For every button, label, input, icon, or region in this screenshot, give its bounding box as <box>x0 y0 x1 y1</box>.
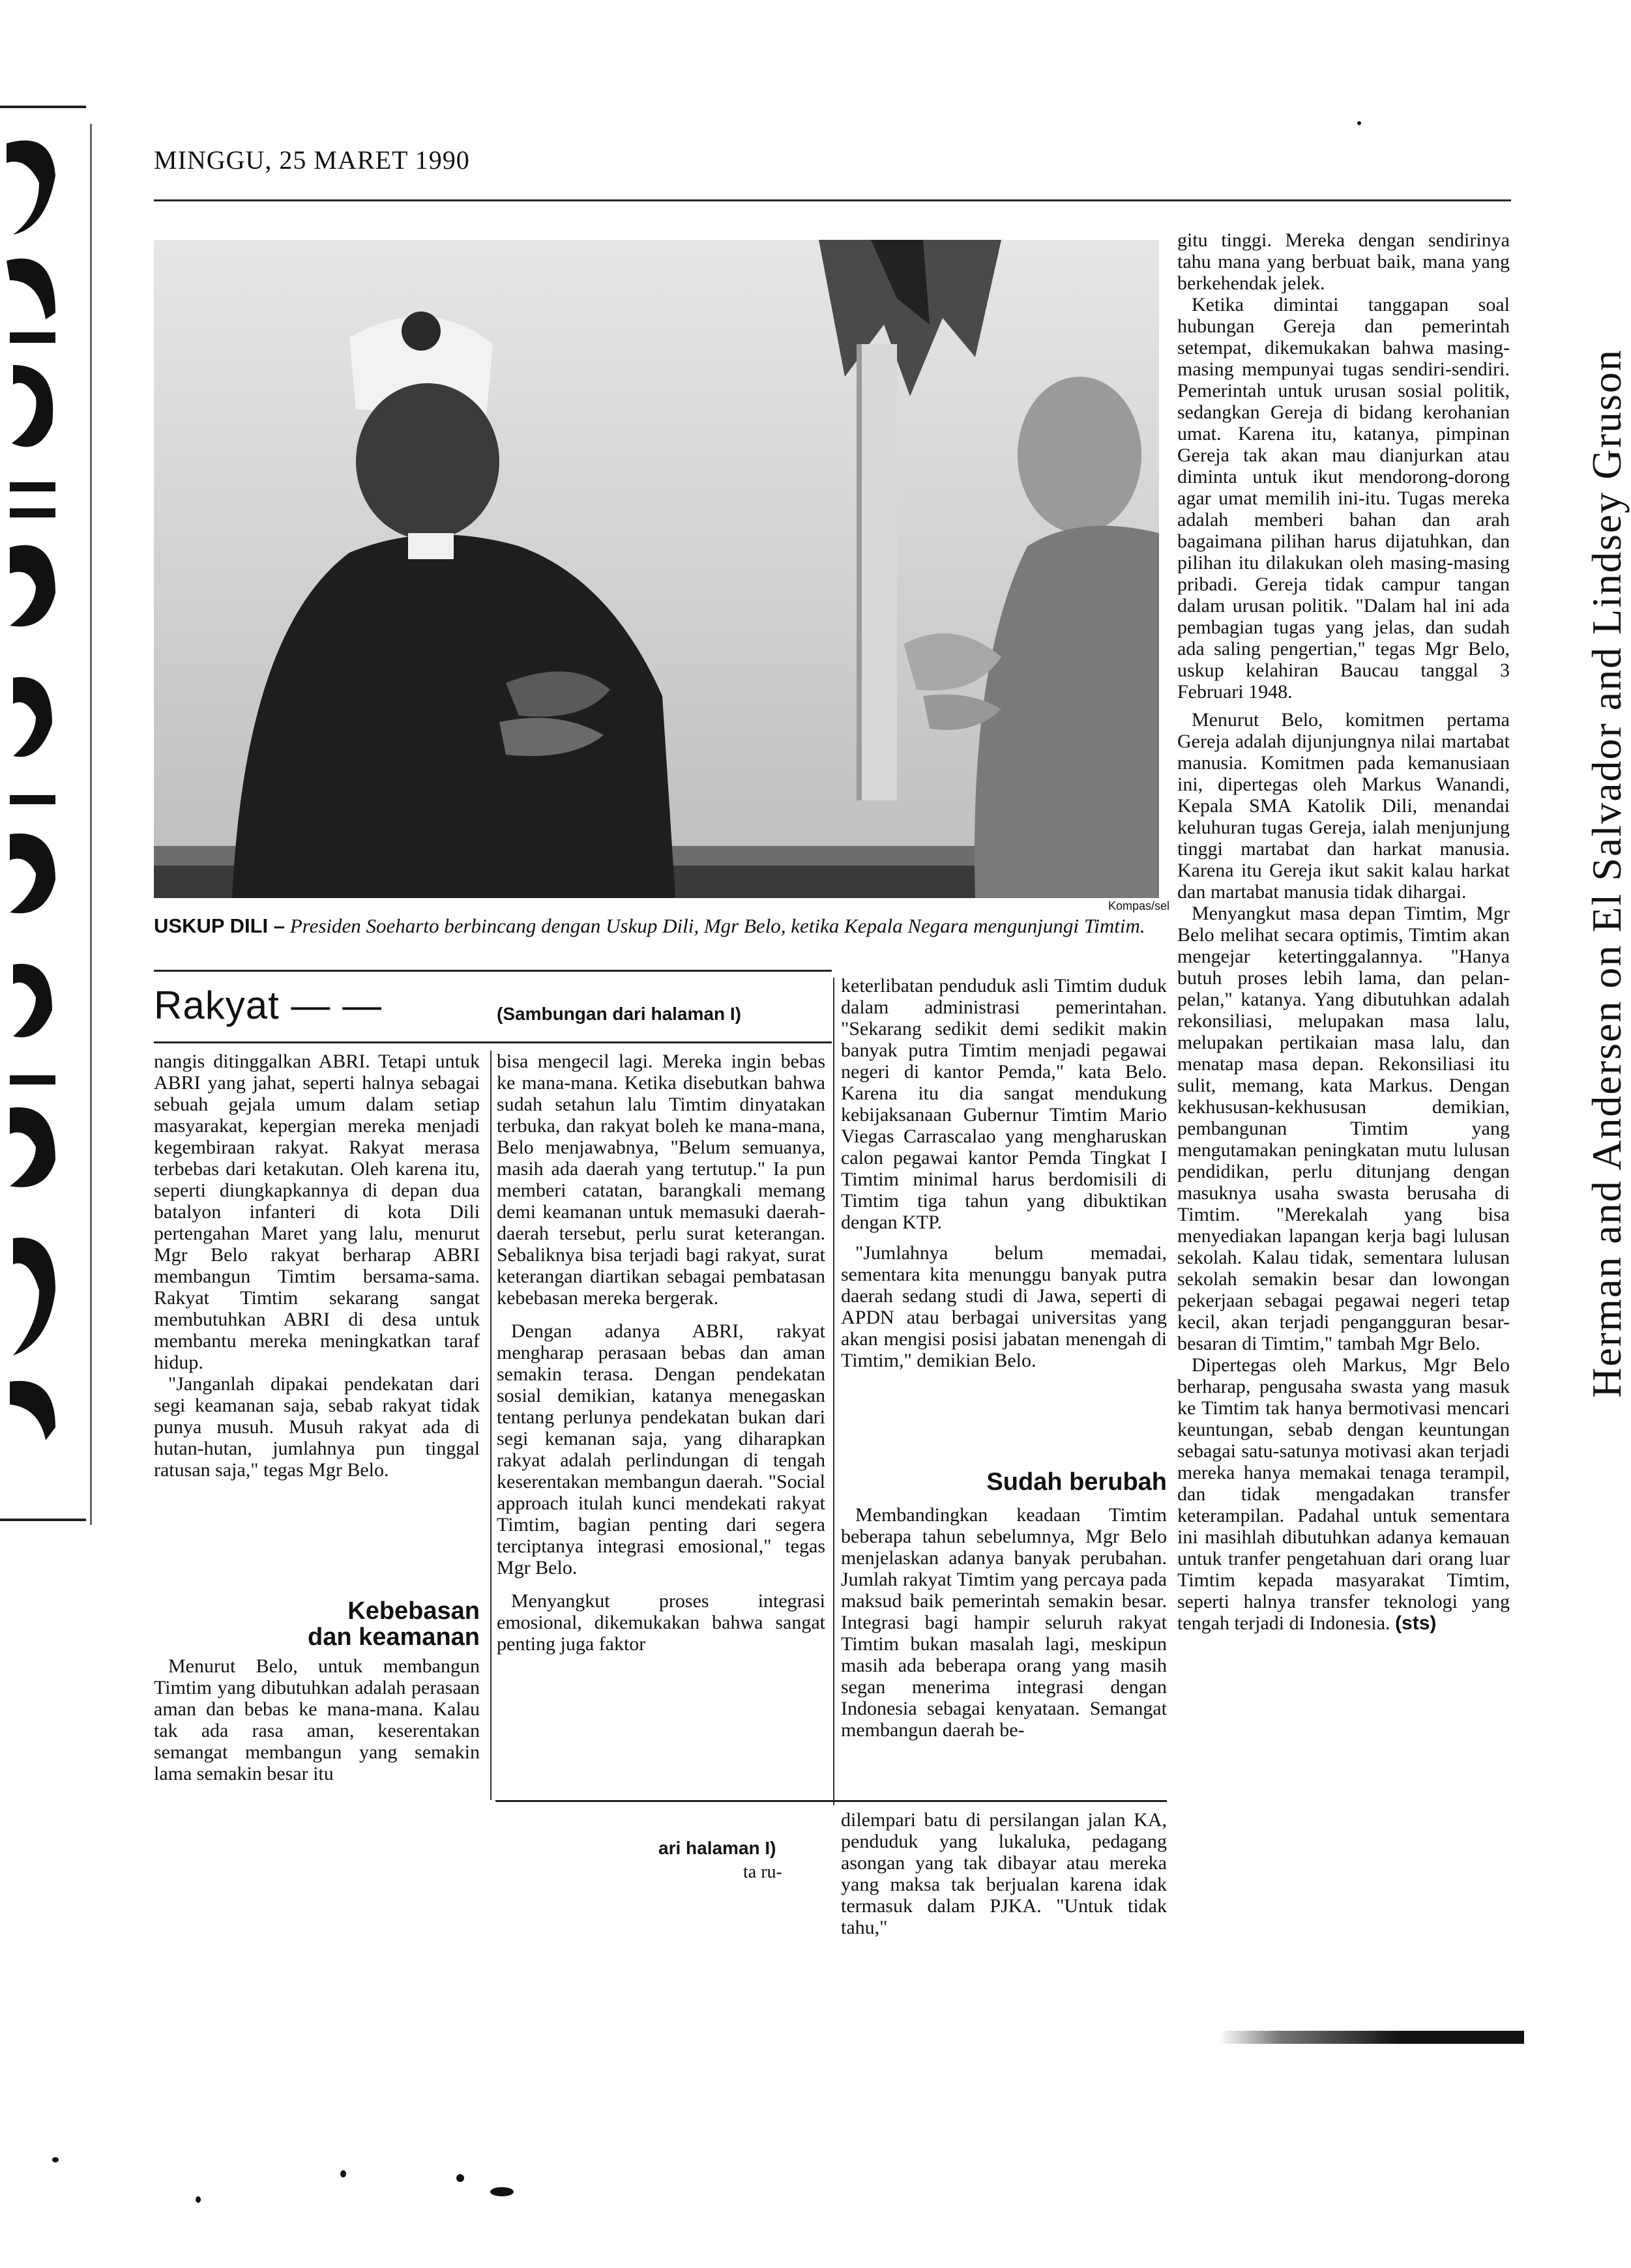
column-rule <box>490 1051 492 1800</box>
paragraph: dilempari batu di persilangan jalan KA, penduduk yang lukaluka, pedagang asongan yang tak dibayar atau mereka yang maksa tak berjualan karena idak termasuk dalam PJKA. "Untuk tidak tahu," <box>841 1809 1167 1938</box>
continued-from: (Sambungan dari halaman I) <box>497 1004 741 1024</box>
subhead-kebebasan <box>154 1598 480 1650</box>
speck <box>340 2170 346 2177</box>
masthead-rule-bottom <box>0 1519 86 1521</box>
news-photo <box>154 240 1159 898</box>
side-byline-text: Herman and Andersen on El Salvador and Lindsey Gruson <box>1583 349 1630 1398</box>
article-headline: Rakyat — — <box>154 983 383 1027</box>
end-bar <box>1219 2031 1524 2044</box>
paragraph: bisa mengecil lagi. Mereka ingin bebas ke mana-mana. Ketika disebutkan bahwa sudah setahun lalu Timtim dinyatakan terbuka, dan rakyat boleh ke mana-mana, Belo menjawabnya, "Belum semuanya, masih ada daerah yang tertutup." Ia pun memberi catatan, barangkali memang demi keamanan untuk memasuki daerah-daerah tersebut, perlu surat keterangan. Sebaliknya bisa terjadi bagi rakyat, surat keterangan diartikan sebagai pembatasan kebebasan mereka bergerak. <box>497 1051 825 1309</box>
header-rule <box>154 199 1511 201</box>
photo-credit: Kompas/sel <box>1108 899 1170 912</box>
paragraph: Membandingkan keadaan Timtim beberapa tahun sebelumnya, Mgr Belo menjelaskan adanya banyak perubahan. Jumlah rakyat Timtim yang percaya pada maksud baik pemerintah semakin besar. Integrasi bagi hampir seluruh rakyat Timtim bukan masalah lagi, meskipun masih ada beberapa orang yang masih segan menerima integrasi dengan Indonesia sebagai kenyataan. Semangat membangun daerah be- <box>841 1504 1167 1741</box>
speck <box>196 2196 201 2203</box>
subhead-sudah-berubah: Sudah berubah <box>986 1468 1167 1496</box>
caption-label: USKUP DILI – <box>154 914 285 937</box>
subhead-line: Kebebasan <box>347 1597 480 1625</box>
article-column-1b <box>154 1655 480 1784</box>
jump-label: ari halaman I) <box>658 1838 776 1858</box>
issue-date: MINGGU, 25 MARET 1990 <box>154 145 470 175</box>
paragraph: gitu tinggi. Mereka dengan sendirinya tahu mana yang berbuat baik, mana yang berkehendak jelek. <box>1177 229 1510 294</box>
masthead-fragment <box>0 117 72 1460</box>
column-rule <box>833 978 834 1805</box>
article-column-2 <box>497 1051 825 1655</box>
headline-rule-top <box>154 970 832 972</box>
fragment-column <box>841 1809 1167 1938</box>
page-gutter-line <box>90 124 92 1525</box>
paragraph: keterlibatan penduduk asli Timtim duduk dalam administrasi pemerintahan. "Sekarang sedikit demi sedikit makin banyak putra Timtim menjadi pegawai negeri di kantor Pemda," kata Belo. Karena itu dia sangat mendukung kebijaksanaan Gubernur Timtim Mario Viegas Carrascalao yang mengharuskan calon pegawai kantor Pemda Tingkat I Timtim minimal harus berdomisili di Timtim tiga tahun yang dibuktikan dengan KTP. <box>841 975 1167 1233</box>
masthead-logo-graphic <box>0 117 59 1460</box>
side-byline <box>1532 196 1630 1551</box>
speck <box>490 2187 514 2196</box>
photo-image <box>154 240 1159 898</box>
paragraph <box>1177 1354 1510 1634</box>
speck <box>1357 121 1361 125</box>
caption-text: Presiden Soeharto berbincang dengan Uskup Dili, Mgr Belo, ketika Kepala Negara mengunjungi Timtim. <box>289 914 1145 937</box>
paragraph: "Janganlah dipakai pendekatan dari segi keamanan saja, sebab rakyat tidak punya musuh. Musuh rakyat ada di hutan-hutan, jumlahnya pun tinggal ratusan saja," tegas Mgr Belo. <box>154 1373 480 1481</box>
article-bottom-rule <box>495 1800 1167 1802</box>
paragraph: Ketika dimintai tanggapan soal hubungan Gereja dan pemerintah setempat, dikemukakan bahwa masing-masing mempunyai tugas sendiri-sendiri. Pemerintah untuk urusan sosial politik, sedangkan Gereja di bidang kerohanian umat. Karena itu, katanya, pimpinan Gereja tak akan mau dianjurkan atau diminta untuk ikut mendorong-dorong agar umat memilih ini-itu. Tugas mereka adalah memberi bahan dan arah bagaimana pilihan harus dijatuhkan, dan pilihan itu dilakukan oleh masing-masing pribadi. Gereja tidak campur tangan dalam urusan politik. "Dalam hal ini ada pembagian tugas yang jelas, dan sudah ada saling pengertian," tegas Mgr Belo, uskup kelahiran Baucau tanggal 3 Februari 1948. <box>1177 294 1510 703</box>
photo-caption <box>154 914 1158 938</box>
subhead-line: dan keamanan <box>308 1623 480 1651</box>
paragraph: nangis ditinggalkan ABRI. Tetapi untuk ABRI yang jahat, seperti halnya sebagai sebuah gejala umum dalam setiap masyarakat, kepergian mereka menjadi kegembiraan rakyat. Rakyat merasa terbebas dari ketakutan. Oleh karena itu, seperti diungkapkannya di depan dua batalyon infanteri di kota Dili pertengahan Maret yang lalu, menurut Mgr Belo rakyat berharap ABRI membangun Timtim bersama-sama. Rakyat Timtim sekarang sangat membutuhkan ABRI di desa untuk membantu mereka meningkatkan taraf hidup. <box>154 1051 480 1373</box>
paragraph: Menyangkut proses integrasi emosional, dikemukakan bahwa sangat penting juga faktor <box>497 1590 825 1655</box>
speck <box>52 2157 59 2162</box>
article-column-1 <box>154 1051 480 1481</box>
paragraph: Dengan adanya ABRI, rakyat mengharap perasaan bebas dan aman semakin terasa. Dengan pendekatan sosial demikian, katanya menegaskan tentang perlunya pendekatan bukan dari segi kemanan saja, yang diharapkan rakyat adalah perlindungan di tengah keserentakan membangun daerah. "Social approach itulah kunci mendekati rakyat Timtim, bagian penting dari segera terciptanya integrasi emosional," tegas Mgr Belo. <box>497 1320 825 1578</box>
masthead-rule-top <box>0 106 86 108</box>
article-column-3 <box>841 975 1167 1371</box>
paragraph-text: Dipertegas oleh Markus, Mgr Belo berharap, pengusaha swasta yang masuk ke Timtim tak hanya bermotivasi mencari keuntungan, sebab dengan keuntungan sebagai satu-satunya motivasi akan terjadi mereka hanya memakai tenaga terampil, dan tidak mengadakan transfer keterampilan. Padahal untuk sementara ini masihlah dibutuhkan adanya kemauan untuk tranfer pengetahuan dari orang luar Timtim kepada masyarakat Timtim, seperti halnya transfer teknologi yang tengah terjadi di Indonesia. <box>1177 1354 1510 1634</box>
paragraph: "Jumlahnya belum memadai, sementara kita menunggu banyak putra daerah sedang studi di Jawa, seperti di APDN atau berbagai universitas yang akan mengisi posisi jabatan menengah di Timtim," demikian Belo. <box>841 1242 1167 1371</box>
headline-rule-bottom <box>154 1041 832 1043</box>
article-signoff: (sts) <box>1395 1612 1437 1634</box>
jump-line: ta ru- <box>743 1862 782 1882</box>
article-column-3b <box>841 1504 1167 1741</box>
article-column-4 <box>1177 229 1510 1634</box>
paragraph: Menyangkut masa depan Timtim, Mgr Belo melihat secara optimis, Timtim akan mengejar ketertinggalannya. "Hanya butuh proses lebih lama, dan pelan-pelan," katanya. Yang dibutuhkan adalah rekonsiliasi, melupakan masa lalu, melupakan pertikaian masa lalu, dan menatap masa depan. Rekonsiliasi itu sulit, memang, kata Markus. Dengan kekhususan-kekhususan demikian, pembangunan Timtim yang mengutamakan peningkatan mutu lulusan pendidikan, perlu ditunjang dengan masuknya usaha swasta berusaha di Timtim. "Merekalah yang bisa menyediakan lapangan kerja bagi lulusan sekolah. Kalau tidak, sementara lulusan sekolah semakin besar dan lowongan pekerjaan sebagai pegawai negeri tetap kecil, akan terjadi pengangguran besar-besaran di Timtim," tambah Mgr Belo. <box>1177 903 1510 1354</box>
paragraph: Menurut Belo, untuk membangun Timtim yang dibutuhkan adalah perasaan aman dan bebas ke mana-mana. Kalau tak ada rasa aman, keserentakan semangat membangun yang semakin lama semakin besar itu <box>154 1655 480 1784</box>
speck <box>456 2174 464 2182</box>
paragraph: Menurut Belo, komitmen pertama Gereja adalah dijunjungnya nilai martabat manusia. Komitmen pada kemanusiaan ini, dipertegas oleh Markus Wanandi, Kepala SMA Katolik Dili, menandai keluhuran tugas Gereja, ialah menjunjung tinggi martabat dan harkat manusia. Karena itu Gereja ikut sakit kalau harkat dan martabat manusia tidak dihargai. <box>1177 709 1510 903</box>
